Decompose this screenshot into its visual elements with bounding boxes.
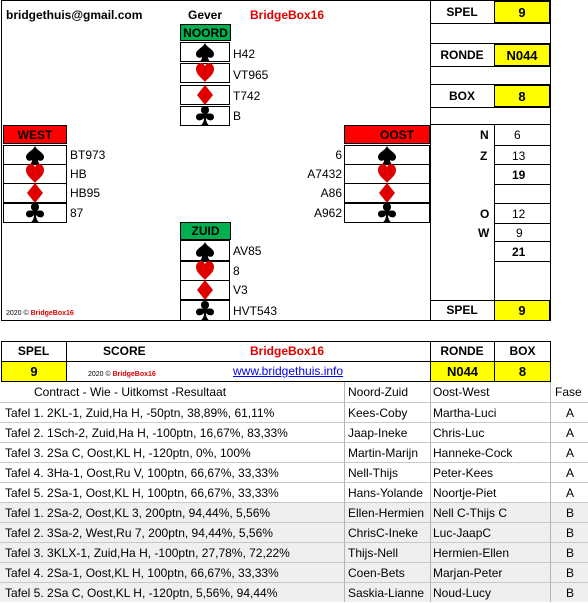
fase-cell: A: [566, 406, 575, 420]
email-label: bridgethuis@gmail.com: [6, 8, 143, 22]
oost-label: OOST: [344, 125, 430, 144]
fase-cell: B: [566, 546, 575, 560]
brand-part1: Bridge: [250, 8, 289, 22]
w-value: 9: [516, 226, 523, 240]
west-spades: BT973: [70, 148, 106, 162]
points-divider: [494, 241, 551, 242]
ow-total: 21: [512, 245, 526, 259]
ronde-label: RONDE: [440, 48, 484, 62]
score-copyright: [88, 371, 156, 378]
diamond-icon: [3, 183, 67, 203]
score-spel-label: SPEL: [17, 344, 50, 358]
diamond-icon: [344, 183, 430, 203]
heart-icon: [180, 63, 230, 83]
heart-icon: [344, 164, 430, 184]
noord-label: NOORD: [180, 24, 231, 41]
table-row: [0, 482, 588, 502]
zuid-clubs: HVT543: [233, 304, 278, 318]
points-divider: [494, 203, 551, 204]
oost-diamonds: A86: [320, 186, 342, 200]
fase-cell: A: [566, 466, 575, 480]
column-header-nz: Noord-Zuid: [348, 385, 409, 399]
points-divider: [494, 261, 551, 262]
result-cell: Tafel 3. 2Sa C, Oost,KL H, -120ptn, 0%, 100%: [5, 446, 251, 460]
nz-total: 19: [512, 168, 526, 182]
nz-cell: Jaap-Ineke: [348, 426, 408, 440]
nz-cell: Thijs-Nell: [348, 546, 399, 560]
result-cell: Tafel 2. 3Sa-2, West,Ru 7, 200ptn, 94,44%, 5,56%: [5, 526, 273, 540]
club-icon: [180, 106, 230, 126]
zuid-diamonds: V3: [233, 283, 248, 297]
nz-cell: Hans-Yolande: [348, 486, 423, 500]
box-value: 8: [494, 85, 550, 107]
fase-cell: B: [566, 506, 575, 520]
result-cell: Tafel 4. 3Ha-1, Oost,Ru V, 100ptn, 66,67%, 33,33%: [5, 466, 279, 480]
result-cell: Tafel 5. 2Sa C, Oost,KL H, -120ptn, 5,56%, 94,44%: [5, 586, 278, 600]
fase-cell: A: [566, 446, 575, 460]
west-diamonds: HB95: [70, 186, 101, 200]
oost-clubs: A962: [313, 206, 342, 220]
nz-cell: Kees-Coby: [348, 406, 408, 420]
table-row: [0, 562, 588, 582]
noord-hearts: VT965: [233, 68, 269, 82]
noord-clubs: B: [233, 109, 242, 123]
points-divider: [494, 145, 551, 146]
spel-label: SPEL: [446, 5, 478, 19]
spade-icon: [180, 42, 230, 62]
table-row: [0, 502, 588, 522]
noord-diamonds: T742: [233, 89, 261, 103]
west-label: WEST: [3, 125, 67, 144]
diamond-icon: [180, 280, 230, 300]
nz-cell: ChrisC-Ineke: [348, 526, 419, 540]
ow-cell: Luc-JaapC: [433, 526, 492, 540]
table-row: [0, 442, 588, 462]
noord-spades: H42: [233, 47, 256, 61]
result-cell: Tafel 1. 2KL-1, Zuid,Ha H, -50ptn, 38,89%, 61,11%: [5, 406, 275, 420]
score-copyright-brand1: Bridge: [112, 371, 135, 378]
brand-title: [250, 8, 324, 22]
column-header-result: Contract - Wie - Uitkomst -Resultaat: [34, 385, 227, 399]
zuid-hearts: 8: [233, 264, 240, 278]
nz-cell: Nell-Thijs: [348, 466, 399, 480]
zuid-label: ZUID: [180, 222, 231, 240]
heart-icon: [3, 164, 67, 184]
heart-icon: [180, 261, 230, 281]
z-label: Z: [480, 149, 488, 163]
ow-cell: Peter-Kees: [433, 466, 494, 480]
column-header-fase: Fase: [555, 385, 582, 399]
gever-label: Gever: [188, 8, 223, 22]
fase-cell: B: [566, 586, 575, 600]
zuid-spades: AV85: [233, 244, 262, 258]
result-cell: Tafel 4. 2Sa-1, Oost,KL H, 100ptn, 66,67%, 33,33%: [5, 566, 279, 580]
table-row: [0, 522, 588, 542]
results-vline-ow: [430, 382, 431, 602]
nz-cell: Saskia-Lianne: [348, 586, 425, 600]
n-value: 6: [514, 128, 521, 142]
result-cell: Tafel 5. 2Sa-1, Oost,KL H, 100ptn, 66,67%, 33,33%: [5, 486, 279, 500]
table-row: [0, 542, 588, 562]
spel-value-bottom: 9: [494, 300, 550, 321]
points-divider: [494, 164, 551, 165]
result-cell: Tafel 3. 3KLX-1, Zuid,Ha H, -100ptn, 27,78%, 72,22%: [5, 546, 290, 560]
table-row: [0, 402, 588, 422]
table-row: [0, 582, 588, 602]
score-header-vline: [66, 341, 67, 382]
ow-cell: Martha-Luci: [433, 406, 497, 420]
table-row: [0, 462, 588, 482]
score-copyright-prefix: 2020 ©: [88, 371, 113, 378]
copyright-prefix: 2020 ©: [6, 310, 31, 317]
copyright-brand1: Bridge: [30, 310, 53, 317]
nz-cell: Martin-Marijn: [348, 446, 419, 460]
ow-cell: Hermien-Ellen: [433, 546, 510, 560]
result-cell: Tafel 1. 2Sa-2, Oost,KL 3, 200ptn, 94,44%, 5,56%: [5, 506, 271, 520]
w-label: W: [478, 226, 490, 240]
score-brand-part1: Bridge: [250, 344, 289, 358]
ow-cell: Marjan-Peter: [433, 566, 503, 580]
website-link[interactable]: www.bridgethuis.info: [233, 364, 344, 378]
score-brand-part2: Box16: [288, 344, 325, 358]
west-hearts: HB: [70, 167, 87, 181]
table-row: [0, 422, 588, 442]
z-value: 13: [512, 149, 526, 163]
spade-icon: [180, 240, 230, 261]
score-brand: [250, 344, 324, 358]
results-vline-fase: [550, 382, 551, 602]
result-cell: Tafel 2. 1Sch-2, Zuid,Ha H, -100ptn, 16,67%, 83,33%: [5, 426, 288, 440]
fase-cell: B: [566, 526, 575, 540]
points-divider: [494, 184, 551, 185]
spade-icon: [3, 145, 67, 165]
copyright-label: [6, 310, 74, 317]
club-icon: [344, 203, 430, 223]
score-copyright-brand2: Box16: [134, 371, 156, 378]
box-label: BOX: [448, 89, 475, 103]
score-box-label: BOX: [509, 344, 536, 358]
o-label: O: [480, 207, 490, 221]
points-table: [430, 124, 551, 300]
spade-icon: [344, 145, 430, 165]
score-ronde-label: RONDE: [440, 344, 484, 358]
n-label: N: [480, 128, 489, 142]
ow-cell: Noud-Lucy: [433, 586, 492, 600]
ronde-value: N044: [494, 44, 550, 66]
o-value: 12: [512, 207, 526, 221]
spel-label-bottom: SPEL: [446, 303, 478, 317]
points-divider: [494, 223, 551, 224]
ow-cell: Noortje-Piet: [433, 486, 497, 500]
fase-cell: A: [566, 426, 575, 440]
ow-cell: Chris-Luc: [433, 426, 485, 440]
fase-cell: A: [566, 486, 575, 500]
diamond-icon: [180, 85, 230, 105]
info-divider: [430, 66, 551, 67]
score-box-value: 8: [495, 362, 550, 381]
score-title: SCORE: [103, 344, 146, 358]
results-table: [0, 382, 588, 602]
west-clubs: 87: [70, 206, 84, 220]
club-icon: [180, 300, 230, 321]
spel-value: 9: [494, 1, 550, 23]
score-spel-value: 9: [2, 362, 66, 381]
club-icon: [3, 203, 67, 223]
results-header-row: [0, 382, 588, 402]
fase-cell: B: [566, 566, 575, 580]
brand-part2: Box16: [288, 8, 325, 22]
nz-cell: Ellen-Hermien: [348, 506, 425, 520]
oost-spades: 6: [335, 148, 342, 162]
copyright-brand2: Box16: [52, 310, 74, 317]
nz-cell: Coen-Bets: [348, 566, 405, 580]
results-vline-nz: [344, 382, 345, 602]
info-divider: [430, 23, 551, 24]
ow-cell: Nell C-Thijs C: [433, 506, 508, 520]
column-header-ow: Oost-West: [433, 385, 490, 399]
info-divider: [430, 107, 551, 108]
ow-cell: Hanneke-Cock: [433, 446, 513, 460]
score-ronde-value: N044: [431, 362, 494, 381]
oost-hearts: A7432: [307, 167, 342, 181]
